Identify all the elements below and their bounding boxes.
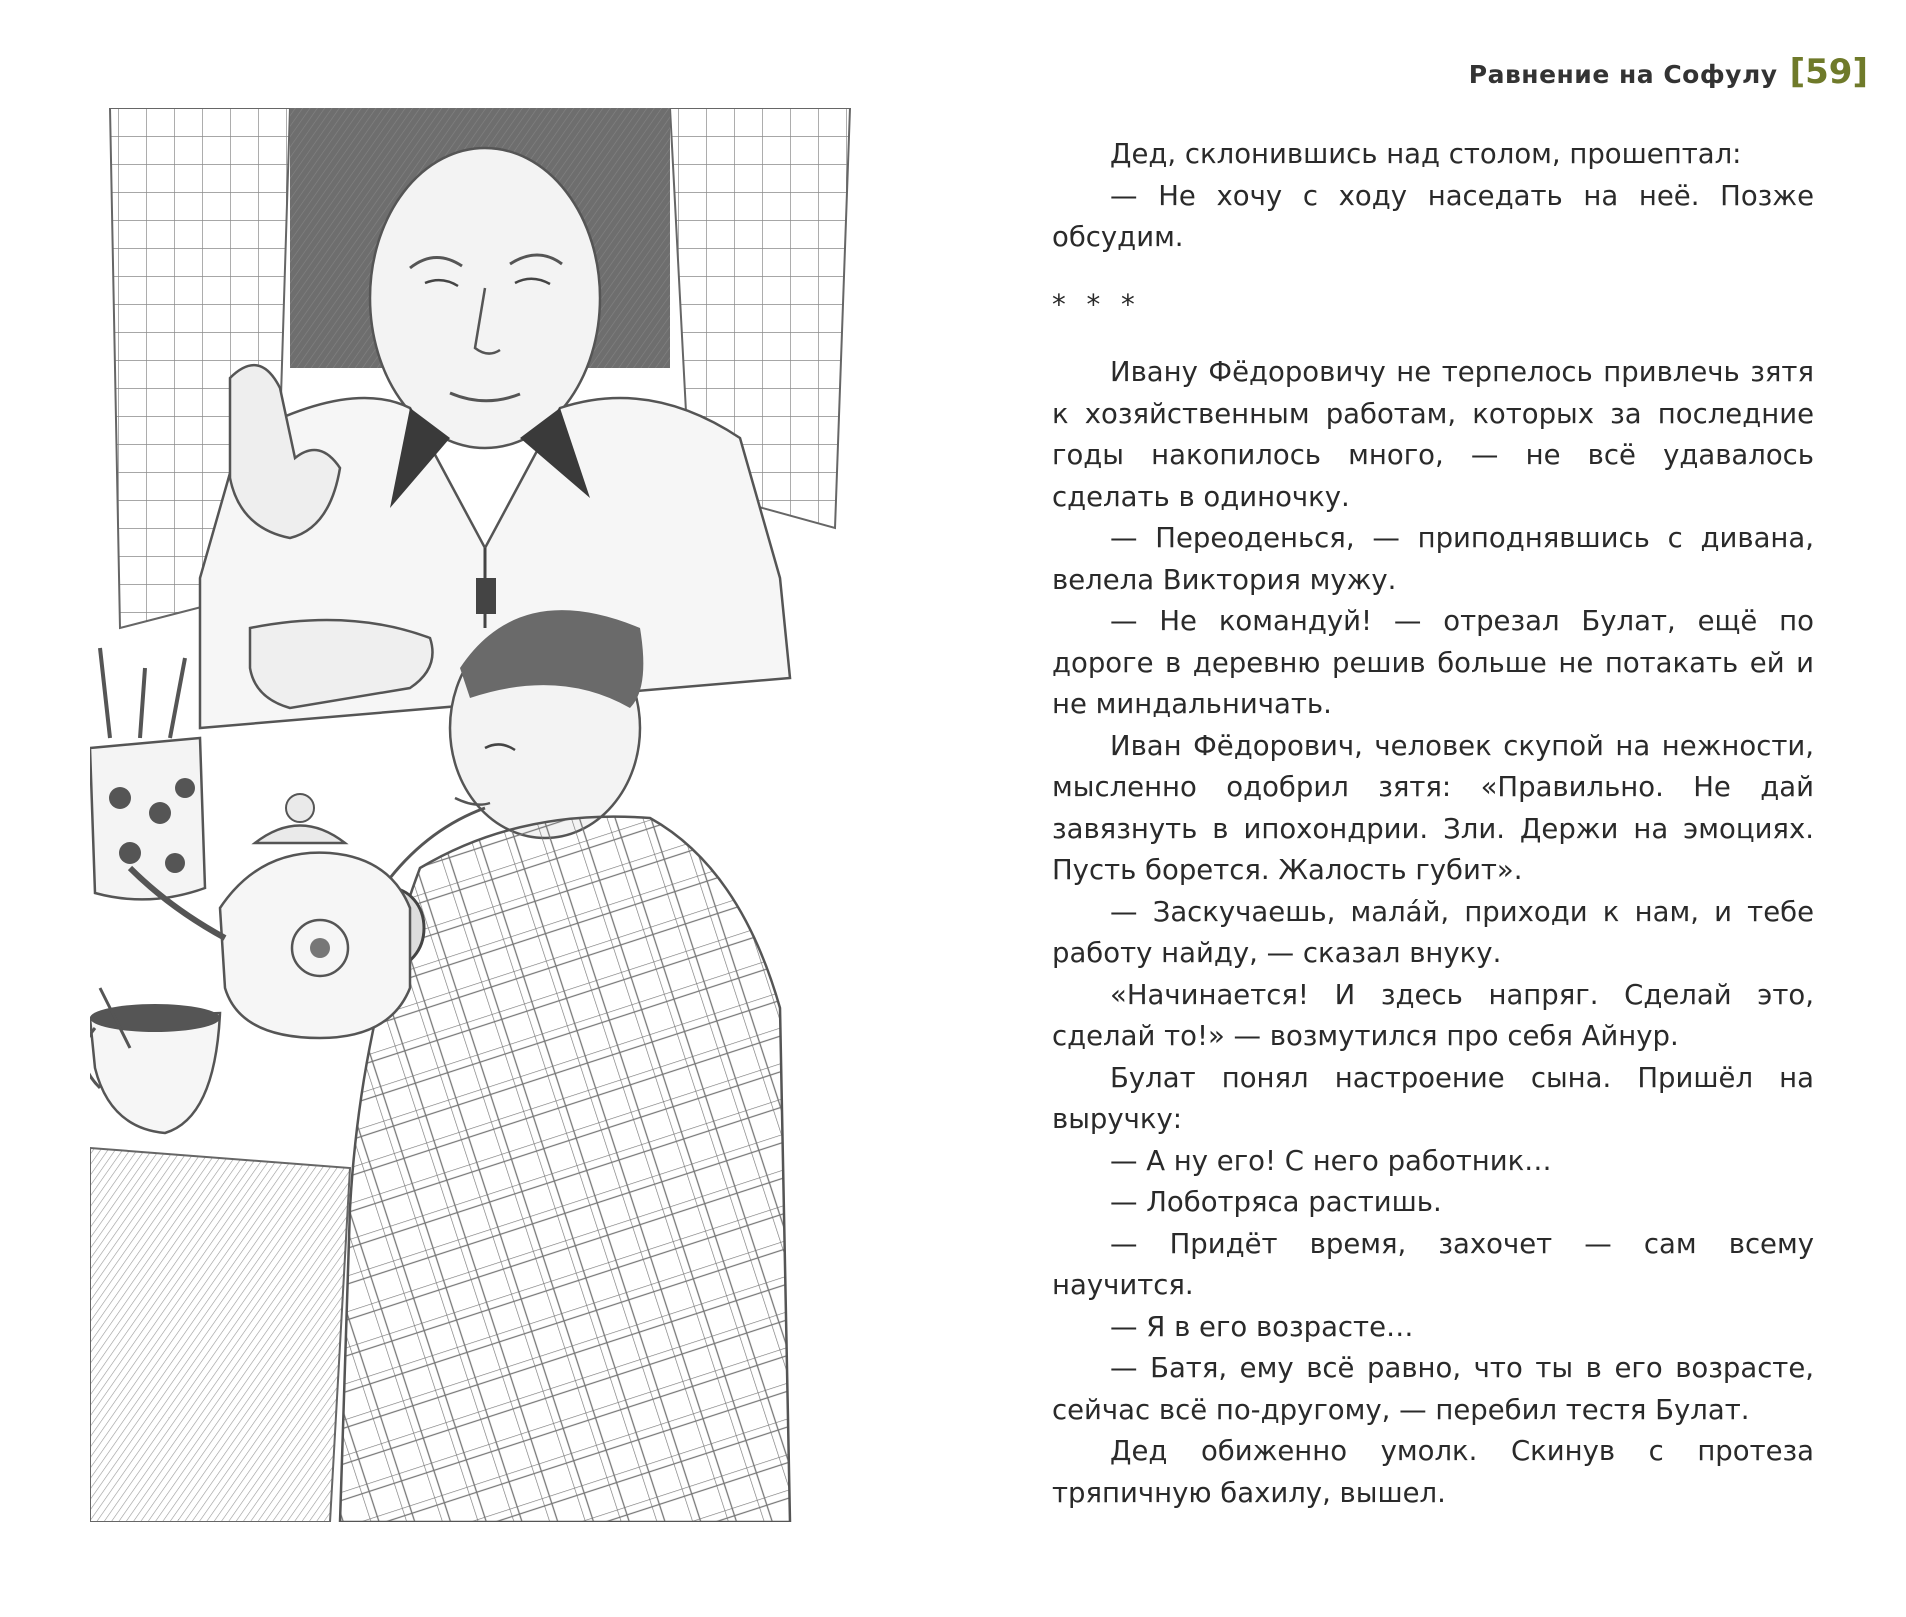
paragraph: — Батя, ему всё равно, что ты в его возрасте, сейчас всё по-другому, — перебил тестя Булат. [1052, 1352, 1814, 1426]
paragraph: — Придёт время, захочет — сам всему научится. [1052, 1227, 1814, 1301]
paragraph: Дед обиженно умолк. Скинув с протеза тряпичную бахилу, вышел. [1052, 1435, 1814, 1509]
paragraph: — А ну его! С него работник… [1110, 1144, 1552, 1177]
illustration [90, 108, 860, 1522]
paragraph: — Переоденься, — приподнявшись с дивана, велела Виктория мужу. [1052, 522, 1814, 596]
page-number-box: [59] [1789, 52, 1868, 92]
running-title: Равнение на Софулу [1468, 60, 1778, 89]
paragraph: — Не хочу с ходу наседать на неё. Позже обсудим. [1052, 179, 1814, 253]
paragraph: Ивану Фёдоровичу не терпелось привлечь зятя к хозяйственным работам, которых за последние годы накопилось много, — не всё удавалось сделать в одиночку. [1052, 356, 1814, 513]
paragraph: — Не командуй! — отрезал Булат, ещё по дороге в деревню решив больше не потакать ей и не миндальничать. [1052, 605, 1814, 720]
paragraph: Булат понял настроение сына. Пришёл на выручку: [1052, 1061, 1814, 1135]
paragraph: Дед, склонившись над столом, прошептал: [1110, 138, 1742, 170]
paragraph: «Начинается! И здесь напряг. Сделай это, сделай то!» — возмутился про себя Айнур. [1052, 978, 1814, 1052]
body-text [1052, 134, 1814, 1514]
section-divider: * * * [1052, 288, 1141, 321]
paragraph: — Лоботряса растишь. [1110, 1186, 1442, 1218]
paragraph: Иван Фёдорович, человек скупой на нежности, мысленно одобрил зятя: «Правильно. Не дай завязнуть в ипохондрии. Зли. Держи на эмоциях. Пусть борется. Жалость губит». [1052, 729, 1814, 886]
pencil-sketch-illustration-icon [90, 108, 860, 1522]
paragraph: — Заскучаешь, мала́й, приходи к нам, и тебе работу найду, — сказал внуку. [1052, 895, 1814, 969]
running-head [1469, 52, 1868, 92]
paragraph: — Я в его возрасте… [1110, 1310, 1414, 1343]
page-number: 59 [1805, 52, 1853, 92]
